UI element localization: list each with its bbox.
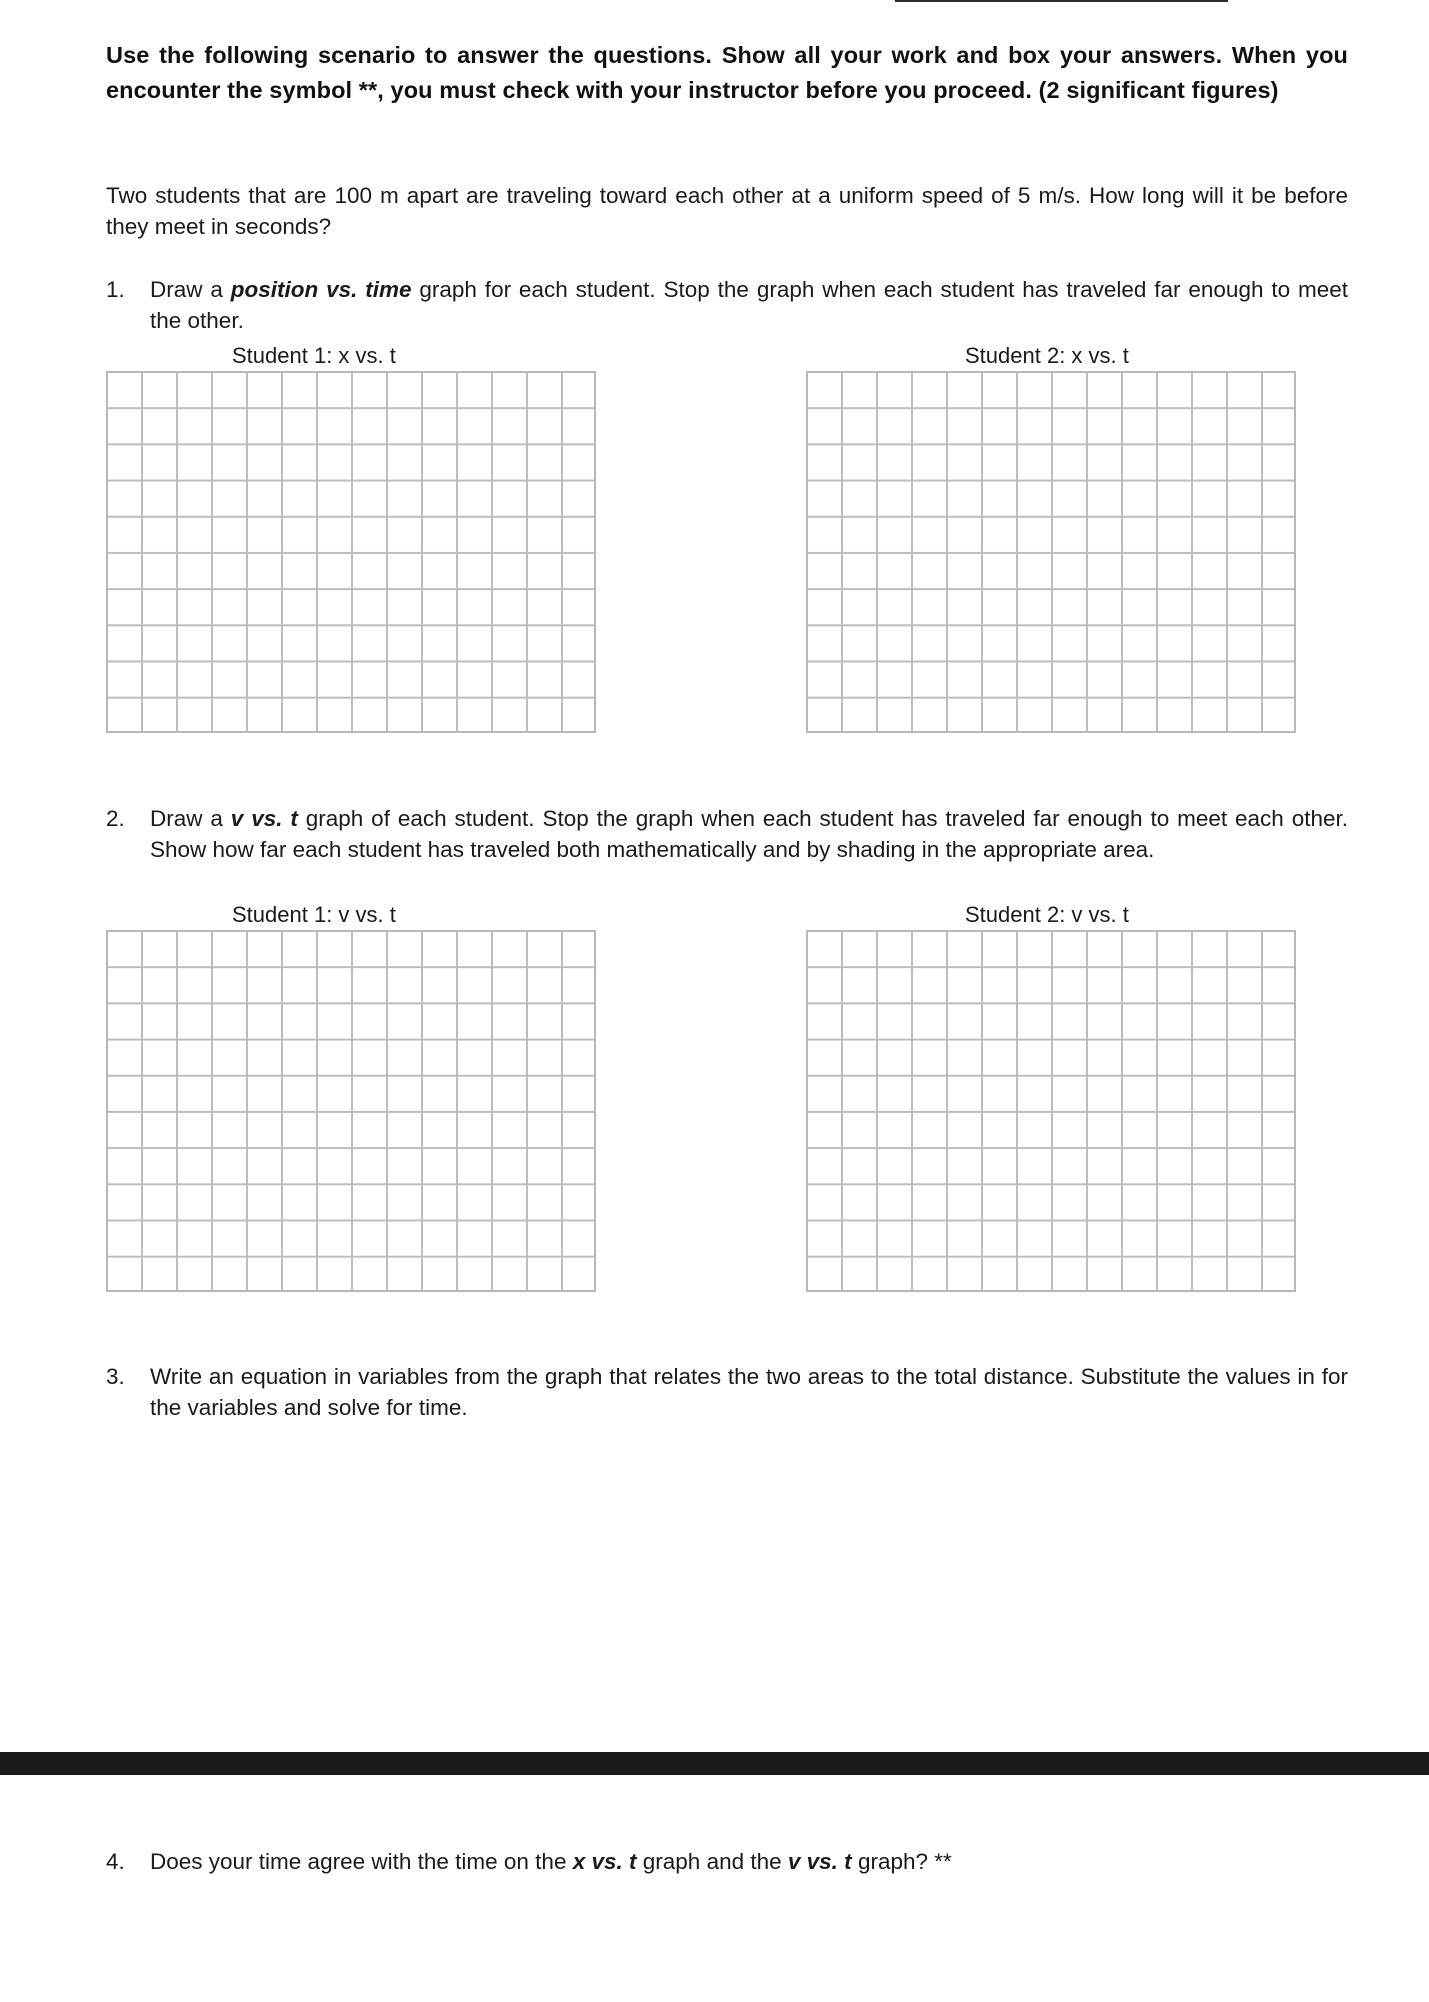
question-4 [106,1846,1348,1877]
graph-label-student1-v-vs-t: Student 1: v vs. t [232,902,396,927]
question-emphasis: v vs. t [230,806,298,831]
question-emphasis: v vs. t [787,1849,852,1874]
question-text-part: graph for each student. Stop the graph when each student has traveled far enough to meet the other. [150,277,1348,333]
question-text: Write an equation in variables from the graph that relates the two areas to the total distance. Substitute the values in for the variables and solve for time. [150,1364,1348,1420]
grid-student1-x-vs-t[interactable] [106,371,596,733]
graph-label-student2-v-vs-t: Student 2: v vs. t [965,902,1129,927]
question-text [150,274,1348,336]
grid-student2-v-vs-t[interactable] [806,930,1296,1292]
graph-label-student2-x-vs-t: Student 2: x vs. t [965,343,1129,368]
question-number: 1. [106,277,125,302]
question-1 [106,274,1348,336]
question-number: 2. [106,806,125,831]
question-text-part: graph and the [636,1849,788,1874]
question-text-part: Draw a [150,806,231,831]
question-text-part: Draw a [150,277,231,302]
question-number: 4. [106,1849,125,1874]
question-emphasis: x vs. t [572,1849,637,1874]
question-text-part: graph? ** [851,1849,952,1874]
instructions: Use the following scenario to answer the questions. Show all your work and box your answers. When you encounter the symbol **, you must check with your instructor before you proceed. (2 significant figures) [106,42,1348,103]
question-text [150,803,1348,865]
name-line [895,0,1228,2]
question-3 [106,1361,1348,1423]
question-number: 3. [106,1364,125,1389]
question-text-part: Does your time agree with the time on the [150,1849,573,1874]
question-emphasis: position vs. time [230,277,412,302]
page-divider-bar [0,1752,1429,1775]
scenario-text: Two students that are 100 m apart are traveling toward each other at a uniform speed of 5 m/s. How long will it be before they meet in seconds? [106,183,1348,239]
question-text-part: graph of each student. Stop the graph when each student has traveled far enough to meet each other. Show how far each student has traveled both mathematically and by shading in the appropriate area. [150,806,1348,862]
grid-student2-x-vs-t[interactable] [806,371,1296,733]
graph-label-student1-x-vs-t: Student 1: x vs. t [232,343,396,368]
question-2 [106,803,1348,865]
question-text [150,1846,1348,1877]
grid-student1-v-vs-t[interactable] [106,930,596,1292]
